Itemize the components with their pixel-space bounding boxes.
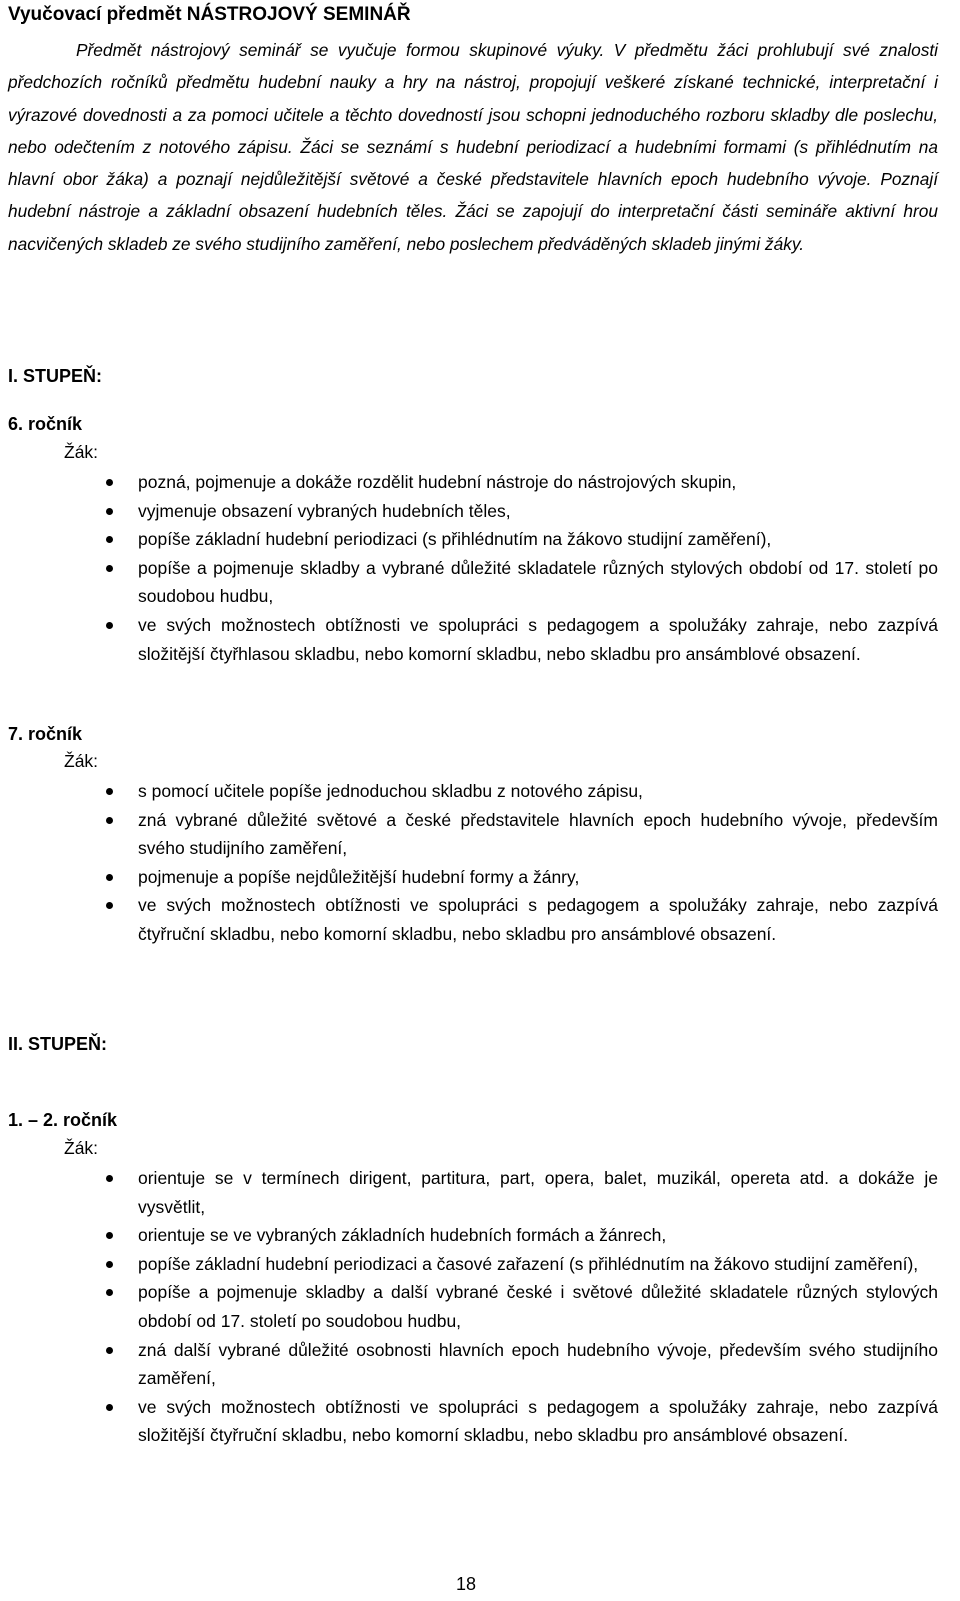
intro-paragraph: Předmět nástrojový seminář se vyučuje formou skupinové výuky. V předmětu žáci prohlubují své znalosti předchozích ročníků předmětu hudební nauky a hry na nástroj, propojují veškeré získané technické, interpretační i výrazové dovednosti a za pomoci učitele a těchto dovedností jsou schopni jednoduchého rozboru skladby dle poslechu, nebo odečtením z notového zápisu. Žáci se seznámí s hudební periodizací a hudebními formami (s přihlédnutím na hlavní obor žáka) a poznají nejdůležitější světové a české představitele hlavních epoch hudebního vývoje. Poznají hudební nástroje a základní obsazení hudebních těles. Žáci se zapojují do interpretační části semináře aktivní hrou nacvičených skladeb ze svého studijního zaměření, nebo poslechem předváděných skladeb jinými žáky. xyxy=(8,40,938,254)
list-item xyxy=(8,806,938,863)
document-page xyxy=(8,0,938,1601)
bullet-icon xyxy=(106,508,113,515)
list-item-text: ve svých možnostech obtížnosti ve spolupráci s pedagogem a spolužáky zahraje, nebo zazpívá čtyřruční skladbu, nebo komorní skladbu, nebo skladbu pro ansámblové obsazení. xyxy=(138,895,938,944)
bullet-icon xyxy=(106,902,113,909)
list-item xyxy=(8,891,938,948)
stage-1-heading: I. STUPEŇ: xyxy=(8,366,103,386)
grade-1-2-heading: 1. – 2. ročník xyxy=(8,1110,118,1130)
grade-6-outcomes-list xyxy=(8,468,938,668)
list-item-text: pojmenuje a popíše nejdůležitější hudební formy a žánry, xyxy=(138,866,580,887)
bullet-icon xyxy=(106,1261,113,1268)
grade-6-student-label: Žák: xyxy=(64,442,99,462)
list-item-text: orientuje se ve vybraných základních hudebních formách a žánrech, xyxy=(138,1225,667,1246)
list-item xyxy=(8,1164,938,1221)
list-item-text: ve svých možnostech obtížnosti ve spolupráci s pedagogem a spolužáky zahraje, nebo zazpívá složitější čtyřhlasou skladbu, nebo komorní skladbu, nebo skladbu pro ansámblové obsazení. xyxy=(138,614,938,664)
list-item-text: s pomocí učitele popíše jednoduchou skladbu z notového zápisu, xyxy=(138,781,643,801)
list-item xyxy=(8,611,938,668)
page-number: 18 xyxy=(456,1574,477,1594)
bullet-icon xyxy=(106,565,113,572)
list-item xyxy=(8,777,938,806)
grade-1-2-outcomes-list xyxy=(8,1164,938,1450)
list-item-text: vyjmenuje obsazení vybraných hudebních těles, xyxy=(138,500,511,521)
list-item-text: popíše základní hudební periodizaci (s přihlédnutím na žákovo studijní zaměření), xyxy=(138,529,772,550)
list-item-text: ve svých možnostech obtížnosti ve spolupráci s pedagogem a spolužáky zahraje, nebo zazpívá složitější čtyřruční skladbu, nebo komorní skladbu, nebo skladbu pro ansámblové obsazení. xyxy=(138,1396,938,1446)
bullet-icon xyxy=(106,1404,113,1411)
list-item xyxy=(8,1250,938,1279)
list-item xyxy=(8,1221,938,1250)
list-item-text: popíše a pojmenuje skladby a další vybrané české i světové důležité skladatele různých stylových období od 17. století po soudobou hudbu, xyxy=(138,1282,938,1331)
list-item xyxy=(8,497,938,526)
list-item xyxy=(8,1393,938,1450)
list-item xyxy=(8,1278,938,1335)
grade-7-student-label: Žák: xyxy=(64,751,99,771)
list-item xyxy=(8,554,938,611)
list-item-text: zná další vybrané důležité osobnosti hlavních epoch hudebního vývoje, především svého studijního zaměření, xyxy=(138,1339,938,1389)
bullet-icon xyxy=(106,1347,113,1354)
bullet-icon xyxy=(106,1289,113,1296)
page-title: Vyučovací předmět NÁSTROJOVÝ SEMINÁŘ xyxy=(8,4,411,25)
bullet-icon xyxy=(106,622,113,629)
list-item-text: orientuje se v termínech dirigent, partitura, part, opera, balet, muzikál, opereta atd. a dokáže je vysvětlit, xyxy=(138,1168,938,1217)
list-item-text: zná vybrané důležité světové a české představitele hlavních epoch hudebního vývoje, především svého studijního zaměření, xyxy=(138,809,938,859)
list-item-text: popíše a pojmenuje skladby a vybrané důležité skladatele různých stylových období od 17. století po soudobou hudbu, xyxy=(138,557,938,607)
list-item-text: popíše základní hudební periodizaci a časové zařazení (s přihlédnutím na žákovo studijní zaměření), xyxy=(138,1253,919,1274)
bullet-icon xyxy=(106,536,113,543)
grade-1-2-student-label: Žák: xyxy=(64,1138,99,1158)
list-item xyxy=(8,863,938,892)
bullet-icon xyxy=(106,479,113,486)
grade-6-heading: 6. ročník xyxy=(8,414,83,434)
bullet-icon xyxy=(106,874,113,881)
stage-2-heading: II. STUPEŇ: xyxy=(8,1034,108,1054)
bullet-icon xyxy=(106,817,113,824)
list-item xyxy=(8,468,938,497)
list-item xyxy=(8,525,938,554)
grade-7-heading: 7. ročník xyxy=(8,724,83,744)
list-item-text: pozná, pojmenuje a dokáže rozdělit hudební nástroje do nástrojových skupin, xyxy=(138,472,737,492)
bullet-icon xyxy=(106,788,113,795)
list-item xyxy=(8,1336,938,1393)
bullet-icon xyxy=(106,1232,113,1239)
bullet-icon xyxy=(106,1175,113,1182)
grade-7-outcomes-list xyxy=(8,777,938,949)
